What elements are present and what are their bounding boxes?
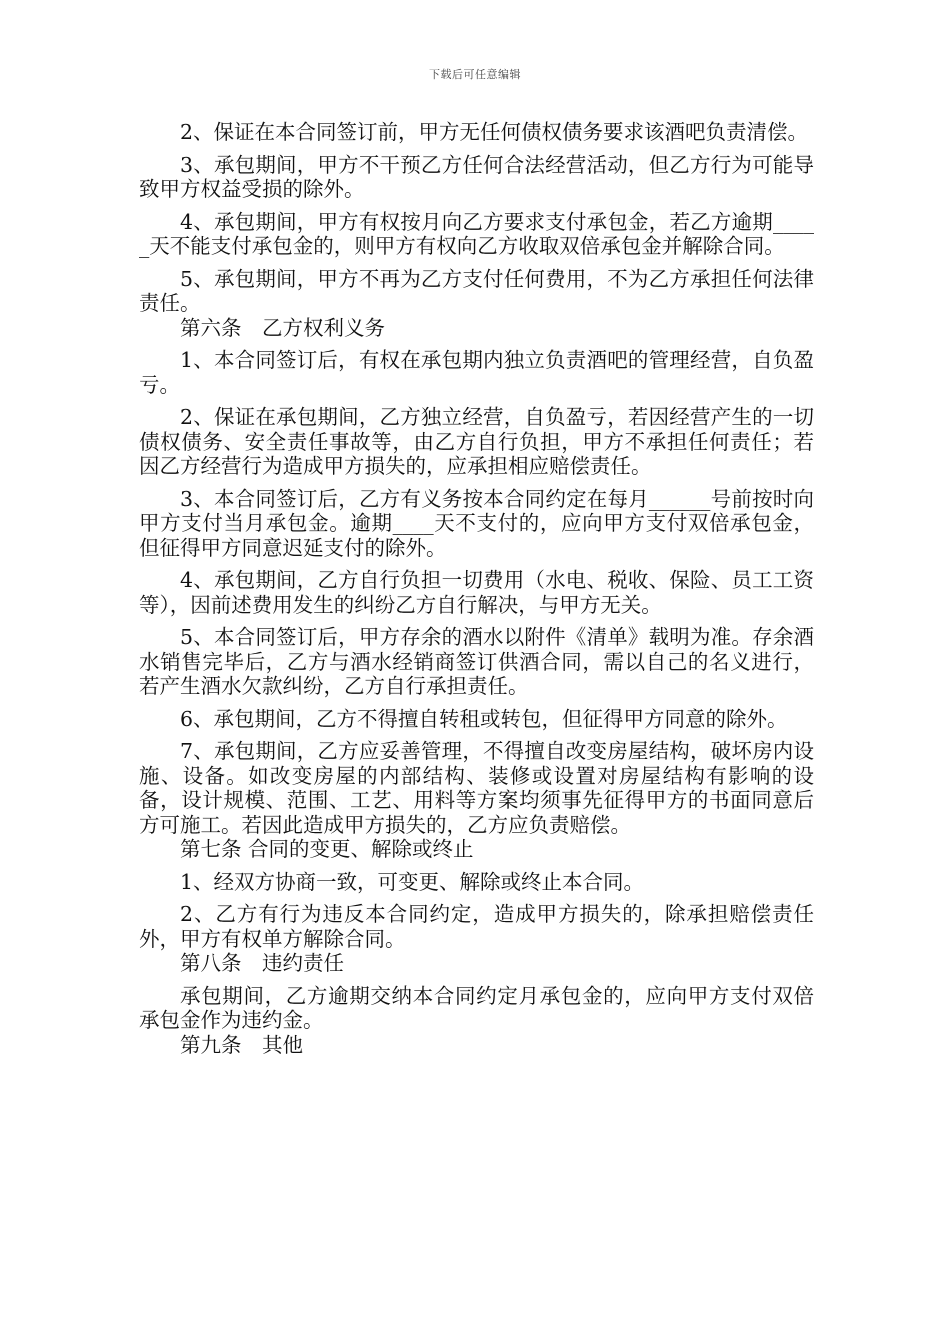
clause-paragraph: 1、本合同签订后，有权在承包期内独立负责酒吧的管理经营，自负盈亏。 [139, 348, 814, 397]
article-heading: 第六条 乙方权利义务 [180, 315, 385, 340]
article-heading: 第九条 其他 [180, 1032, 303, 1057]
clause-paragraph: 承包期间，乙方逾期交纳本合同约定月承包金的，应向甲方支付双倍承包金作为违约金。 [139, 983, 814, 1032]
clause-paragraph: 2、乙方有行为违反本合同约定，造成甲方损失的，除承担赔偿责任外，甲方有权单方解除合同。 [139, 902, 814, 951]
clause-paragraph: 2、保证在本合同签订前，甲方无任何债权债务要求该酒吧负责清偿。 [180, 120, 809, 144]
clause-paragraph: 3、承包期间，甲方不干预乙方任何合法经营活动，但乙方行为可能导致甲方权益受损的除外。 [139, 152, 814, 201]
article-heading: 第七条 合同的变更、解除或终止 [180, 837, 474, 861]
clause-paragraph: 1、经双方协商一致，可变更、解除或终止本合同。 [180, 869, 645, 894]
clause-paragraph: 6、承包期间，乙方不得擅自转租或转包，但征得甲方同意的除外。 [180, 706, 788, 731]
clause-paragraph: 7、承包期间，乙方应妥善管理，不得擅自改变房屋结构，破坏房内设施、设备。如改变房屋的内部结构、装修或设置对房屋结构有影响的设备，设计规模、范围、工艺、用料等方案均须事先征得甲方的书面同意后方可施工。若因此造成甲方损失的，乙方应负责赔偿。 [139, 739, 814, 837]
clause-paragraph: 5、本合同签订后，甲方存余的酒水以附件《清单》载明为准。存余酒水销售完毕后，乙方与酒水经销商签订供酒合同，需以自己的名义进行，若产生酒水欠款纠纷，乙方自行承担责任。 [139, 625, 814, 698]
clause-paragraph: 4、承包期间，甲方有权按月向乙方要求支付承包金，若乙方逾期_____天不能支付承包金的，则甲方有权向乙方收取双倍承包金并解除合同。 [139, 209, 814, 258]
page-header: 下载后可任意编辑 [429, 68, 521, 81]
clause-paragraph: 4、承包期间，乙方自行负担一切费用（水电、税收、保险、员工工资等），因前述费用发生的纠纷乙方自行解决，与甲方无关。 [139, 568, 814, 617]
clause-paragraph: 5、承包期间，甲方不再为乙方支付任何费用，不为乙方承担任何法律责任。 [139, 266, 814, 315]
article-heading: 第八条 违约责任 [180, 951, 344, 975]
clause-paragraph: 2、保证在承包期间，乙方独立经营，自负盈亏，若因经营产生的一切债权债务、安全责任事故等，由乙方自行负担，甲方不承担任何责任；若因乙方经营行为造成甲方损失的，应承担相应赔偿责任。 [139, 405, 814, 478]
clause-paragraph: 3、本合同签订后，乙方有义务按本合同约定在每月______号前按时向甲方支付当月承包金。逾期____天不支付的，应向甲方支付双倍承包金，但征得甲方同意迟延支付的除外。 [139, 486, 814, 560]
document-body [139, 120, 814, 1057]
